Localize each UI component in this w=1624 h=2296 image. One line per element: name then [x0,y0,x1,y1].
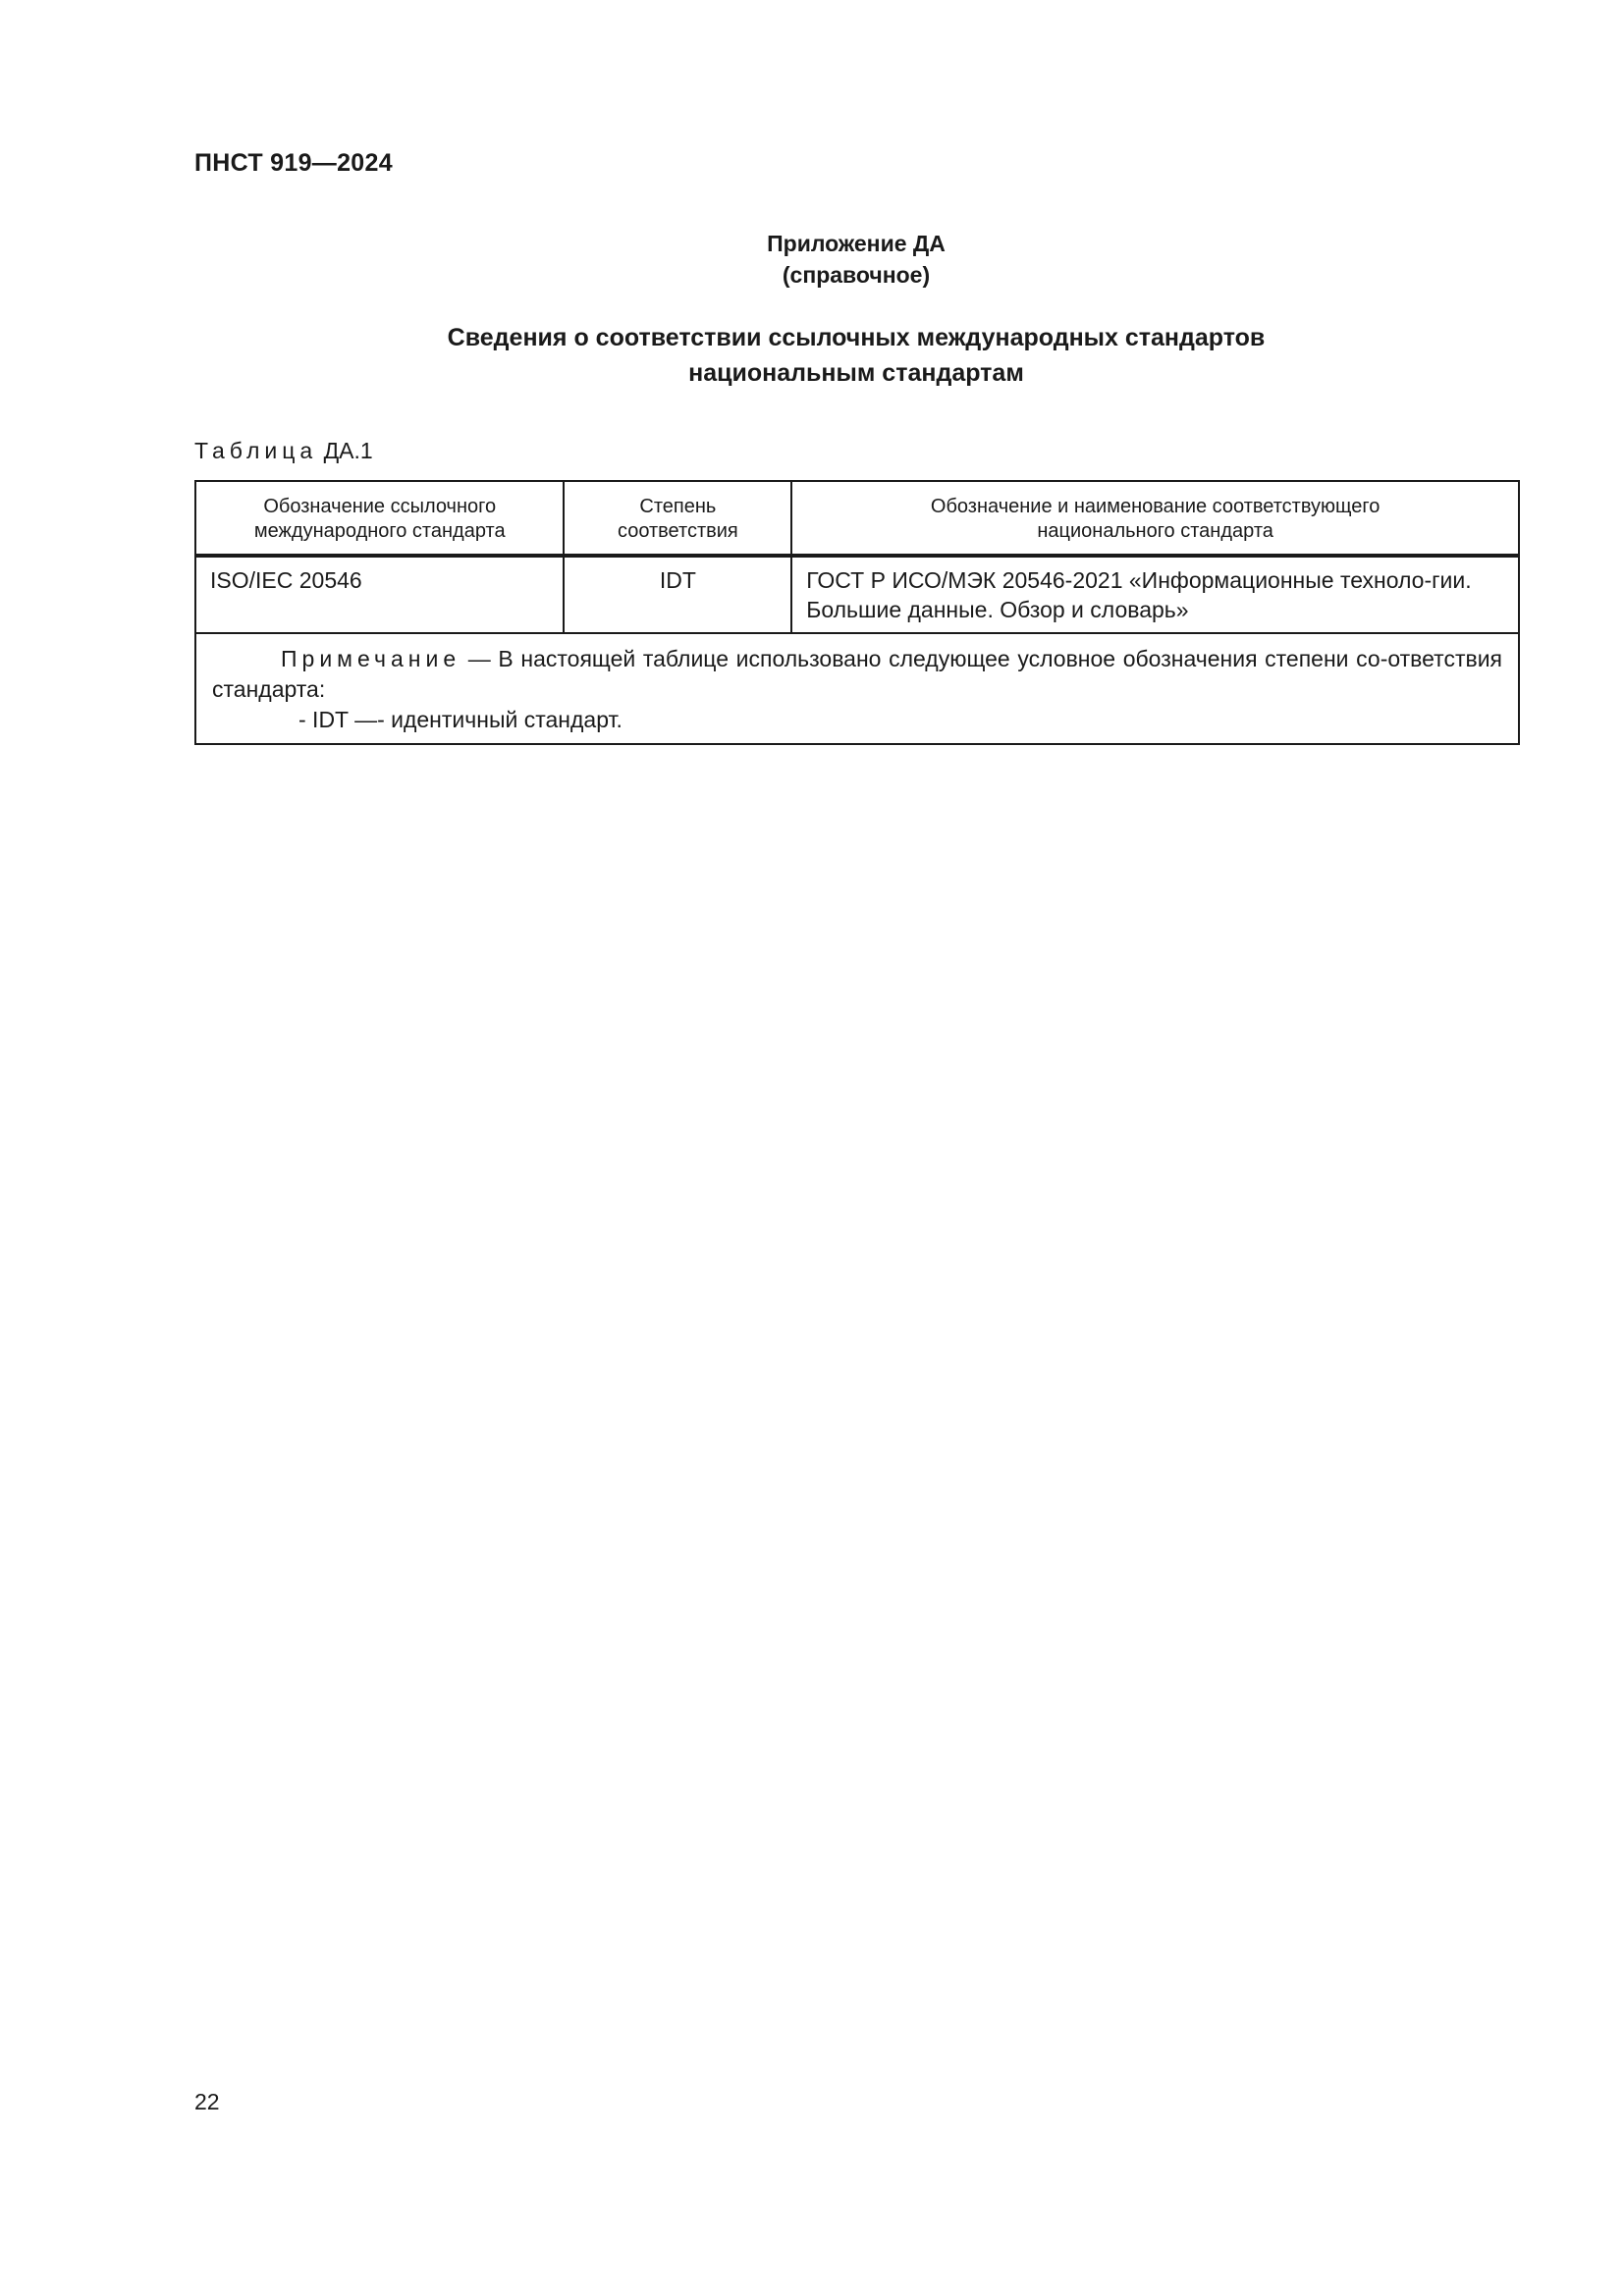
annex-heading [0,228,1624,291]
table-caption-prefix: Таблица [194,438,318,463]
annex-title: Приложение ДА [767,231,946,256]
page-number: 22 [194,2089,220,2114]
cell-designation: ISO/IEC 20546 [195,556,564,633]
section-title-line2: национальным стандартам [688,359,1024,387]
cell-degree: IDT [564,556,791,633]
table-row [195,556,1519,633]
table-header-row [195,481,1519,556]
document-code: ПНСТ 919—2024 [194,149,393,177]
column-header-national: Обозначение и наименование соответствующего национального стандарта [791,481,1519,556]
table-note [195,633,1519,744]
table-caption [194,438,373,464]
annex-kind: (справочное) [782,262,931,288]
section-title [0,320,1624,391]
section-title-line1: Сведения о соответствии ссылочных международных стандартов [447,324,1266,351]
note-text: — В настоящей таблице использовано следующее условное обозначения степени со-ответствия стандарта: [212,646,1502,702]
correspondence-table [194,480,1520,745]
table-note-row [195,633,1519,744]
note-item: - IDT —- идентичный стандарт. [298,707,623,732]
column-header-designation: Обозначение ссылочного международного стандарта [195,481,564,556]
table-caption-number: ДА.1 [323,438,373,463]
column-header-degree: Степень соответствия [564,481,791,556]
note-label: Примечание [281,646,461,671]
cell-national-standard: ГОСТ Р ИСО/МЭК 20546-2021 «Информационные техноло-гии. Большие данные. Обзор и словарь» [791,556,1519,633]
